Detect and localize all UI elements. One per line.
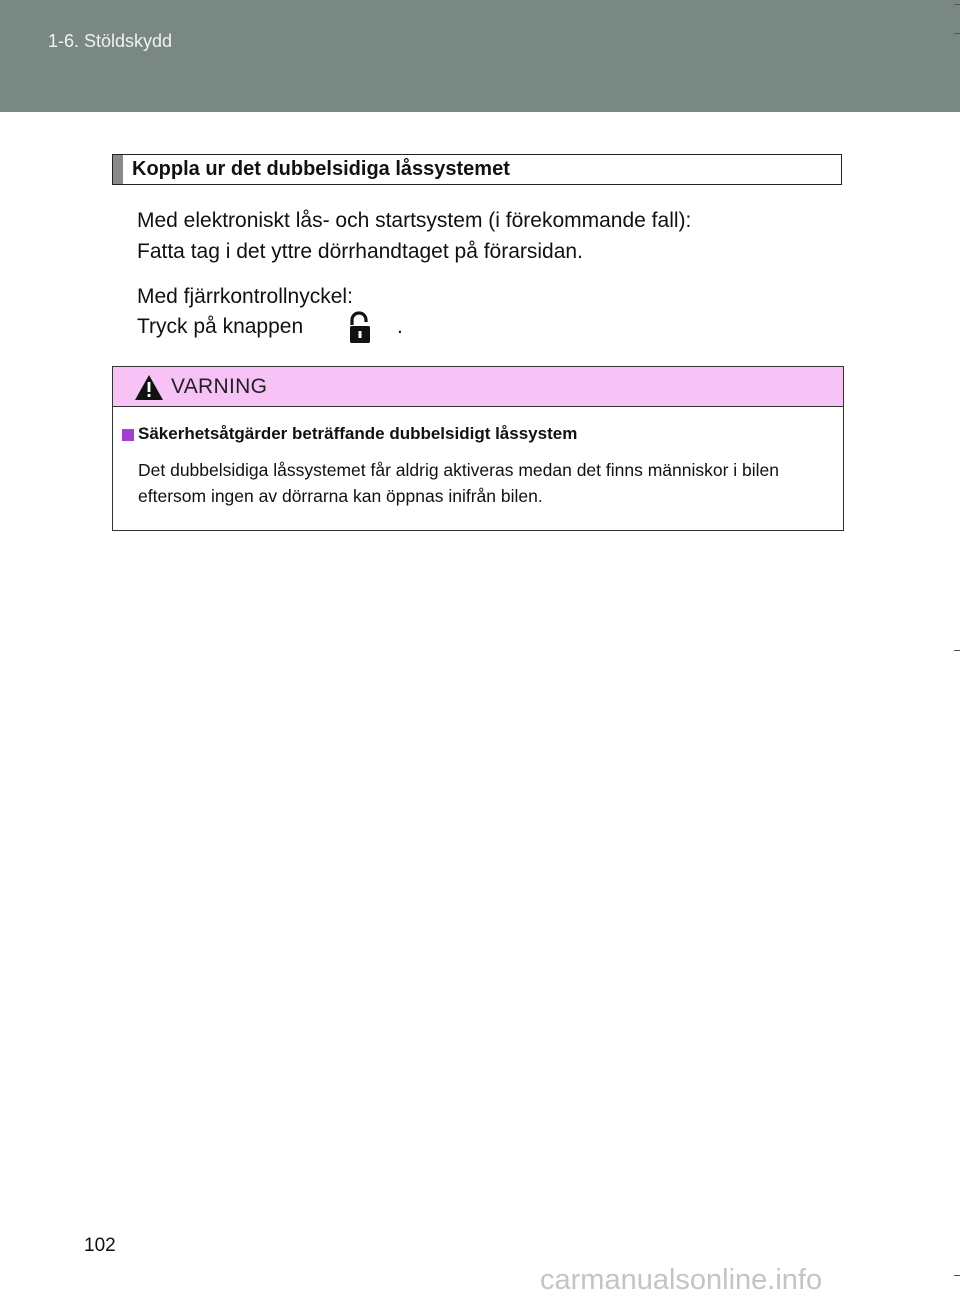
warning-body: Det dubbelsidiga låssystemet får aldrig aktiveras medan det finns människor i bilen eftersom ingen av dörrarna kan öppnas inifrån bilen. [138,460,780,506]
method-2-instruction-prefix: Tryck på knappen [137,315,304,338]
heading-accent-bar [113,155,123,184]
warning-header [113,367,843,407]
method-2-condition: Med fjärrkontrollnyckel: [137,285,353,308]
section-heading: Koppla ur det dubbelsidiga låssystemet [132,158,510,180]
method-1-instruction: Fatta tag i det yttre dörrhandtaget på förarsidan. [137,240,583,263]
crop-mark [954,4,960,5]
warning-box [112,366,844,531]
bullet-square-icon [122,429,134,441]
unlock-icon [348,311,372,345]
header-band [0,0,960,112]
method-2-instruction-suffix: . [397,315,403,338]
warning-title: VARNING [171,375,268,398]
crop-mark [954,650,960,651]
warning-triangle-icon [134,374,164,401]
section-heading-box [112,154,842,185]
section-label: 1-6. Stöldskydd [48,31,173,51]
crop-mark [954,1275,960,1276]
page-number: 102 [84,1235,116,1256]
crop-mark [954,33,960,34]
watermark: carmanualsonline.info [540,1264,823,1296]
method-1-condition: Med elektroniskt lås- och startsystem (i förekommande fall): [137,209,692,232]
warning-heading: Säkerhetsåtgärder beträffande dubbelsidigt låssystem [138,424,578,443]
